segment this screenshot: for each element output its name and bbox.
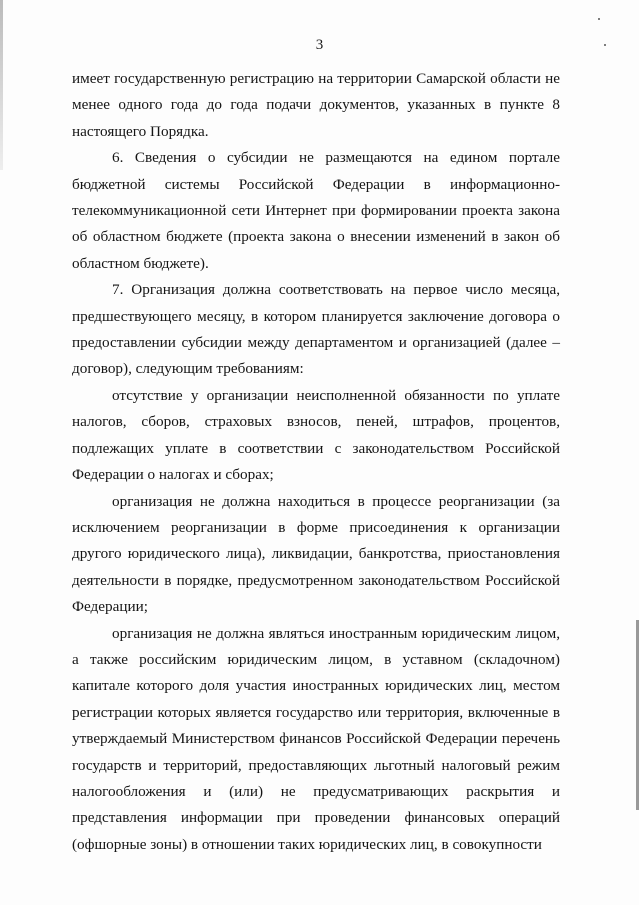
scan-edge-left bbox=[0, 0, 3, 170]
requirement-no-reorganization: организация не должна находиться в процессе реорганизации (за исключением реорганизации в форме присоединения к организации другого юридического лица), ликвидации, банкротства, приостановления деятельности в порядке, предусмотренном законодательством Российской Федерации; bbox=[72, 492, 560, 616]
paragraph-item-7: 7. Организация должна соответствовать на первое число месяца, предшествующего месяцу, в котором планируется заключение договора о предоставлении субсидии между департаментом и организацией (далее – договор), следующим требованиям: bbox=[72, 281, 560, 378]
requirement-no-tax-debt: отсутствие у организации неисполненной обязанности по уплате налогов, сборов, страховых взносов, пеней, штрафов, процентов, подлежащих уплате в соответствии с законодательством Российской Федерации о налогах и сборах; bbox=[72, 386, 560, 484]
page-number: 3 bbox=[315, 37, 324, 53]
paragraph-item-6: 6. Сведения о субсидии не размещаются на едином портале бюджетной системы Российской Федерации в информационно-телекоммуникационной сети Интернет при формировании проекта закона об областном бюджете (проекта закона о внесении изменений в закон об областном бюджете). bbox=[72, 149, 560, 272]
requirement-not-foreign-entity: организация не должна являться иностранным юридическим лицом, а также российским юридическим лицом, в уставном (складочном) капитале которого доля участия иностранных юридических лиц, местом регистрации которых является государство или территория, включенные в утверждаемый Министерством финансов Российской Федерации перечень государств и территорий, предоставляющих льготный налоговый режим налогообложения и (или) не предусматривающих раскрытия и представления информации при проведении финансовых операций (офшорные зоны) в отношении таких юридических лиц, в совокупности bbox=[72, 624, 560, 853]
document-body bbox=[72, 66, 560, 858]
paragraph-continuation: имеет государственную регистрацию на территории Самарской области не менее одного года до года подачи документов, указанных в пункте 8 настоящего Порядка. bbox=[72, 70, 560, 140]
scan-speck bbox=[598, 18, 600, 20]
